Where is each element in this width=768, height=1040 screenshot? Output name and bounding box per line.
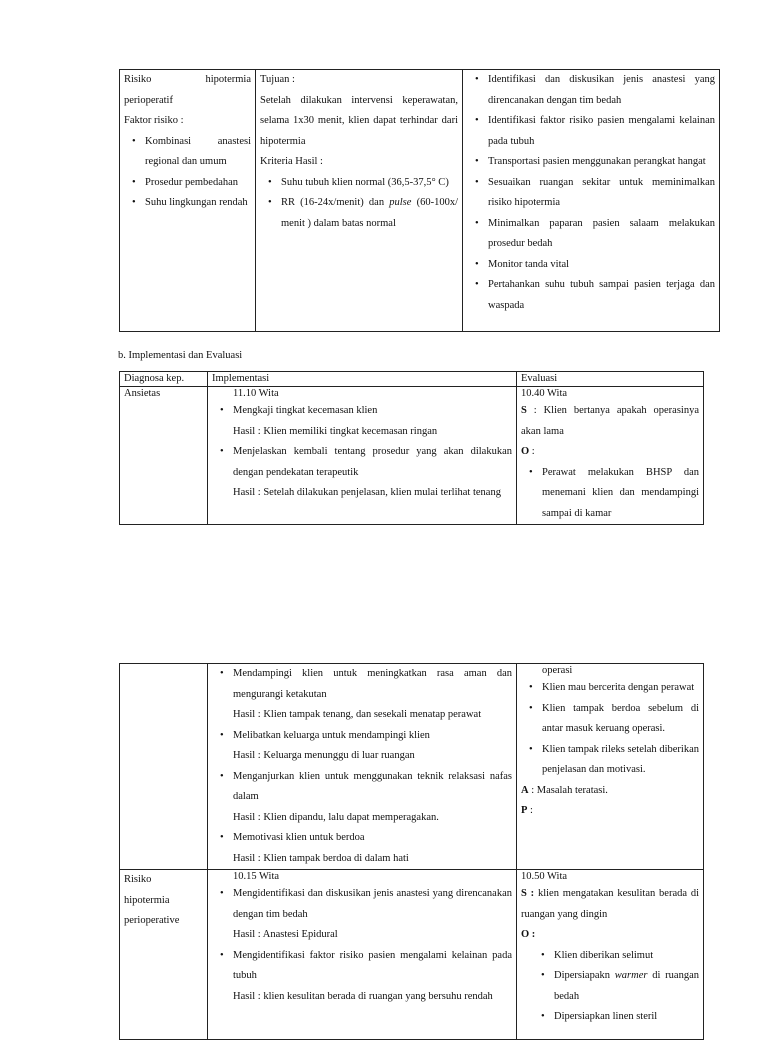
objective-text: di ruangan bedah [554, 970, 699, 1002]
action-text: • Mendampingi klien untuk meningkatkan rasa aman dan mengurangi ketakutan [233, 668, 512, 700]
list-item: • Klien diberikan selimut [533, 946, 699, 967]
objective-list [521, 463, 699, 525]
table-row [120, 664, 704, 870]
list-item: • Dipersiapkan linen steril [533, 1007, 699, 1028]
p-label: P [521, 805, 528, 816]
time-stamp: 10.50 Wita [521, 871, 568, 882]
criteria-text: RR (16-24x/menit) dan [281, 197, 385, 208]
implementation-cell [208, 664, 517, 870]
list-item: • Pertahankan suhu tubuh sampai pasien terjaga dan waspada [467, 275, 715, 316]
section-caption: b. Implementasi dan Evaluasi [118, 350, 243, 361]
table-header-row [120, 372, 704, 387]
risk-factor-label: Faktor risiko : [124, 115, 184, 126]
action-text: • Mengidentifikasi faktor risiko pasien mengalami kelainan pada tubuh [233, 949, 512, 981]
implementation-table [119, 371, 704, 525]
header-evaluation: Evaluasi [517, 372, 704, 387]
objective-italic: warmer [614, 970, 648, 981]
evaluation-cell [517, 870, 704, 1040]
list-item: • Suhu tubuh klien normal (36,5-37,5° C) [260, 173, 458, 194]
action-text: • Mengkaji tingkat kecemasan klien [233, 405, 378, 416]
objective-label [521, 442, 699, 463]
action-text: • Mengidentifikasi dan diskusikan jenis anastesi yang direncanakan dengan tim bedah [233, 888, 512, 920]
implementation-list [212, 401, 512, 504]
objective-list [521, 678, 699, 781]
header-implementation: Implementasi [208, 372, 517, 387]
subjective-text [521, 884, 699, 925]
list-item: • Kombinasi anastesi regional dan umum [124, 132, 251, 173]
goal-cell [256, 70, 463, 332]
evaluation-cell [517, 664, 704, 870]
objective-label [521, 925, 699, 946]
implementation-cell [208, 387, 517, 525]
risk-factor-list [124, 132, 251, 214]
result-text: Hasil : Klien memiliki tingkat kecemasan ringan [233, 425, 438, 437]
result-text: Hasil : Anastesi Epidural [233, 929, 338, 940]
list-item: • Klien tampak rileks setelah diberikan penjelasan dan motivasi. [521, 740, 699, 781]
diagnosis-cell [120, 664, 208, 870]
objective-text: Dipersiapakn [554, 970, 610, 981]
diagnosis-title: Risiko hipotermia perioperatif [124, 74, 251, 106]
implementation-list [212, 884, 512, 1007]
list-item: • Identifikasi dan diskusikan jenis anastesi yang direncanakan dengan tim bedah [467, 70, 715, 111]
o-colon: : [529, 446, 535, 457]
header-diagnosis: Diagnosa kep. [120, 372, 208, 387]
list-item: • Suhu lingkungan rendah [124, 193, 251, 214]
goal-text: Setelah dilakukan intervensi keperawatan, selama 1x30 menit, klien dapat terhindar dari hipotermia [260, 94, 458, 147]
time-stamp: 10.40 Wita [521, 388, 568, 399]
list-item: • Prosedur pembedahan [124, 173, 251, 194]
intervention-list [467, 70, 715, 316]
list-item [212, 664, 512, 726]
list-item: • Transportasi pasien menggunakan perangkat hangat [467, 152, 715, 173]
goal-label: Tujuan : [260, 74, 295, 85]
evaluation-cell [517, 387, 704, 525]
subjective-text [521, 401, 699, 442]
time-stamp: 11.10 Wita [233, 388, 279, 399]
list-item: • Perawat melakukan BHSP dan menemani klien dan mendampingi sampai di kamar [521, 463, 699, 525]
list-item [212, 726, 512, 767]
action-text: • Menjelaskan kembali tentang prosedur yang akan dilakukan dengan pendekatan terapeutik [233, 446, 512, 478]
implementation-cell [208, 870, 517, 1040]
criteria-italic: pulse [389, 197, 412, 208]
intervention-cell [463, 70, 720, 332]
action-text: • Memotivasi klien untuk berdoa [233, 832, 365, 843]
diagnosis-cell [120, 870, 208, 1040]
diagnosis-cell: Ansietas [120, 387, 208, 525]
intervention-table [119, 69, 720, 332]
continued-text: operasi [542, 665, 573, 676]
list-item: • Klien tampak berdoa sebelum di antar masuk keruang operasi. [521, 699, 699, 740]
diagnosis-cell [120, 70, 256, 332]
result-text: Hasil : Setelah dilakukan penjelasan, klien mulai terlihat tenang [233, 487, 501, 498]
table-row [120, 387, 704, 525]
s-text: klien mengatakan kesulitan berada di ruangan yang dingin [521, 888, 699, 920]
result-text: Hasil : Keluarga menunggu di luar ruangan [233, 750, 415, 761]
implementation-table-continued [119, 663, 704, 1040]
implementation-list [212, 664, 512, 869]
diagnosis-text: Risiko hipotermia perioperative [124, 874, 180, 926]
s-text: : Klien bertanya apakah operasinya akan lama [521, 405, 699, 437]
list-item: • Minimalkan paparan pasien salaam melakukan prosedur bedah [467, 214, 715, 255]
result-text: Hasil : klien kesulitan berada di ruangan yang bersuhu rendah [233, 990, 493, 1002]
list-item: • Identifikasi faktor risiko pasien mengalami kelainan pada tubuh [467, 111, 715, 152]
plan-text [521, 801, 699, 822]
list-item [212, 442, 512, 504]
list-item [260, 193, 458, 234]
list-item [533, 966, 699, 1007]
criteria-list [260, 173, 458, 235]
a-text: : Masalah teratasi. [528, 784, 608, 796]
list-item [212, 884, 512, 946]
list-item [212, 946, 512, 1008]
p-text: : [527, 805, 533, 816]
list-item: • Sesuaikan ruangan sekitar untuk meminimalkan risiko hipotermia [467, 173, 715, 214]
list-item: • Monitor tanda vital [467, 255, 715, 276]
o-label: O [521, 446, 530, 457]
result-text: Hasil : Klien tampak tenang, dan sesekali menatap perawat [233, 709, 482, 720]
result-text: Hasil : Klien tampak berdoa di dalam hati [233, 852, 409, 864]
action-text: • Menganjurkan klien untuk menggunakan teknik relaksasi nafas dalam [233, 770, 512, 802]
assessment-text [521, 781, 699, 802]
table-row [120, 870, 704, 1040]
o-label: O : [521, 929, 536, 940]
objective-list [521, 946, 699, 1028]
result-text: Hasil : Klien dipandu, lalu dapat memperagakan. [233, 811, 439, 823]
a-label: A [521, 784, 529, 796]
list-item: • Klien mau bercerita dengan perawat [521, 678, 699, 699]
criteria-label: Kriteria Hasil : [260, 156, 323, 167]
s-label: S : [521, 888, 535, 899]
list-item [212, 828, 512, 869]
list-item [212, 401, 512, 442]
action-text: • Melibatkan keluarga untuk mendampingi klien [233, 729, 430, 741]
time-stamp: 10.15 Wita [233, 871, 280, 882]
criteria-text: (60-100x/ menit ) dalam batas normal [281, 197, 459, 229]
list-item [212, 767, 512, 829]
s-label: S [521, 405, 527, 416]
